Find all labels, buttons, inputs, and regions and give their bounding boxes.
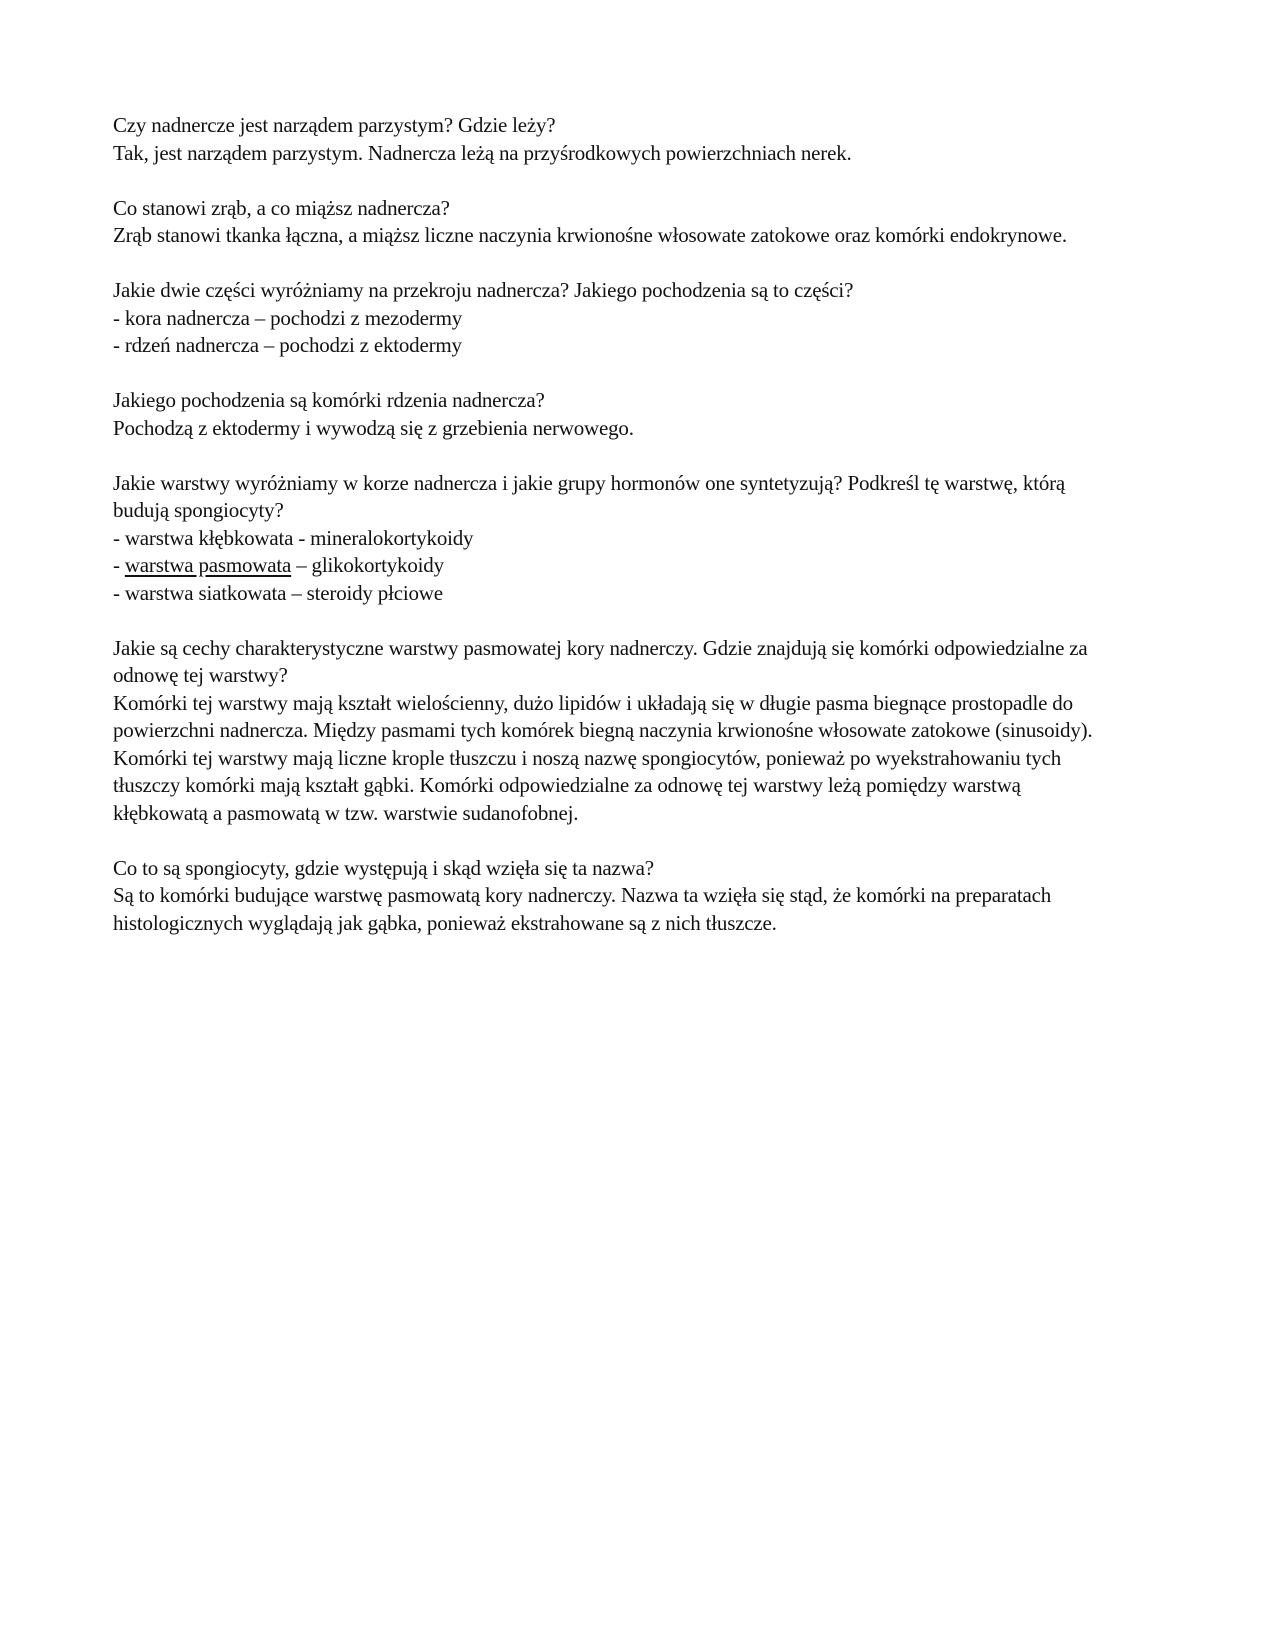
question: Jakie są cechy charakterystyczne warstwy pasmowatej kory nadnerczy. Gdzie znajdują się komórki odpowiedzialne za odnowę tej warstwy? xyxy=(113,635,1088,687)
answer: Zrąb stanowi tkanka łączna, a miąższ liczne naczynia krwionośne włosowate zatokowe oraz komórki endokrynowe. xyxy=(113,223,1067,247)
question: Jakiego pochodzenia są komórki rdzenia nadnercza? xyxy=(113,388,545,412)
underlined-layer-name: warstwa pasmowata xyxy=(124,553,292,577)
list-item: - warstwa kłębkowata - mineralokortykoidy xyxy=(113,525,474,550)
answer: Komórki tej warstwy mają kształt wielościenny, dużo lipidów i układają się w długie pasma biegnące prostopadle do powierzchni nadnercza. Między pasmami tych komórek biegną naczynia krwionośne włosowate zatokowe (sinusoidy). Komórki tej warstwy mają liczne krople tłuszczu i noszą nazwę spongiocytów, ponieważ po wyekstrahowaniu tych tłuszczy komórki mają kształt gąbki. Komórki odpowiedzialne za odnowę tej warstwy leżą pomiędzy warstwą kłębkowatą a pasmowatą w tzw. warstwie sudanofobnej. xyxy=(113,690,1093,825)
list-item-underlined xyxy=(113,552,1113,580)
answer: Tak, jest narządem parzystym. Nadnercza leżą na przyśrodkowych powierzchniach nerek. xyxy=(113,140,852,165)
list-item: - rdzeń nadnercza – pochodzi z ektodermy xyxy=(113,333,462,357)
document-page xyxy=(113,112,1113,965)
list-suffix: – glikokortykoidy xyxy=(291,553,444,577)
qa-block xyxy=(113,387,1113,442)
list-item: - kora nadnercza – pochodzi z mezodermy xyxy=(113,305,463,330)
qa-block xyxy=(113,195,1113,250)
question: Co to są spongiocyty, gdzie występują i skąd wzięła się ta nazwa? xyxy=(113,855,654,880)
question: Jakie dwie części wyróżniamy na przekroju nadnercza? Jakiego pochodzenia są to części? xyxy=(113,278,854,302)
list-item: - warstwa siatkowata – steroidy płciowe xyxy=(113,580,443,605)
list-prefix: - xyxy=(113,553,125,577)
qa-block xyxy=(113,112,1113,167)
qa-block xyxy=(113,855,1113,938)
question: Co stanowi zrąb, a co miąższ nadnercza? xyxy=(113,195,450,220)
answer: Są to komórki budujące warstwę pasmowatą kory nadnerczy. Nazwa ta wzięła się stąd, że komórki na preparatach histologicznych wyglądają jak gąbka, ponieważ ekstrahowane są z nich tłuszcze. xyxy=(113,883,1051,935)
answer: Pochodzą z ektodermy i wywodzą się z grzebienia nerwowego. xyxy=(113,415,634,440)
qa-block xyxy=(113,635,1113,828)
question: Jakie warstwy wyróżniamy w korze nadnercza i jakie grupy hormonów one syntetyzują? Podkreśl tę warstwę, którą budują spongiocyty? xyxy=(113,470,1066,522)
qa-block xyxy=(113,470,1113,608)
question: Czy nadnercze jest narządem parzystym? Gdzie leży? xyxy=(113,113,556,137)
qa-block xyxy=(113,277,1113,360)
